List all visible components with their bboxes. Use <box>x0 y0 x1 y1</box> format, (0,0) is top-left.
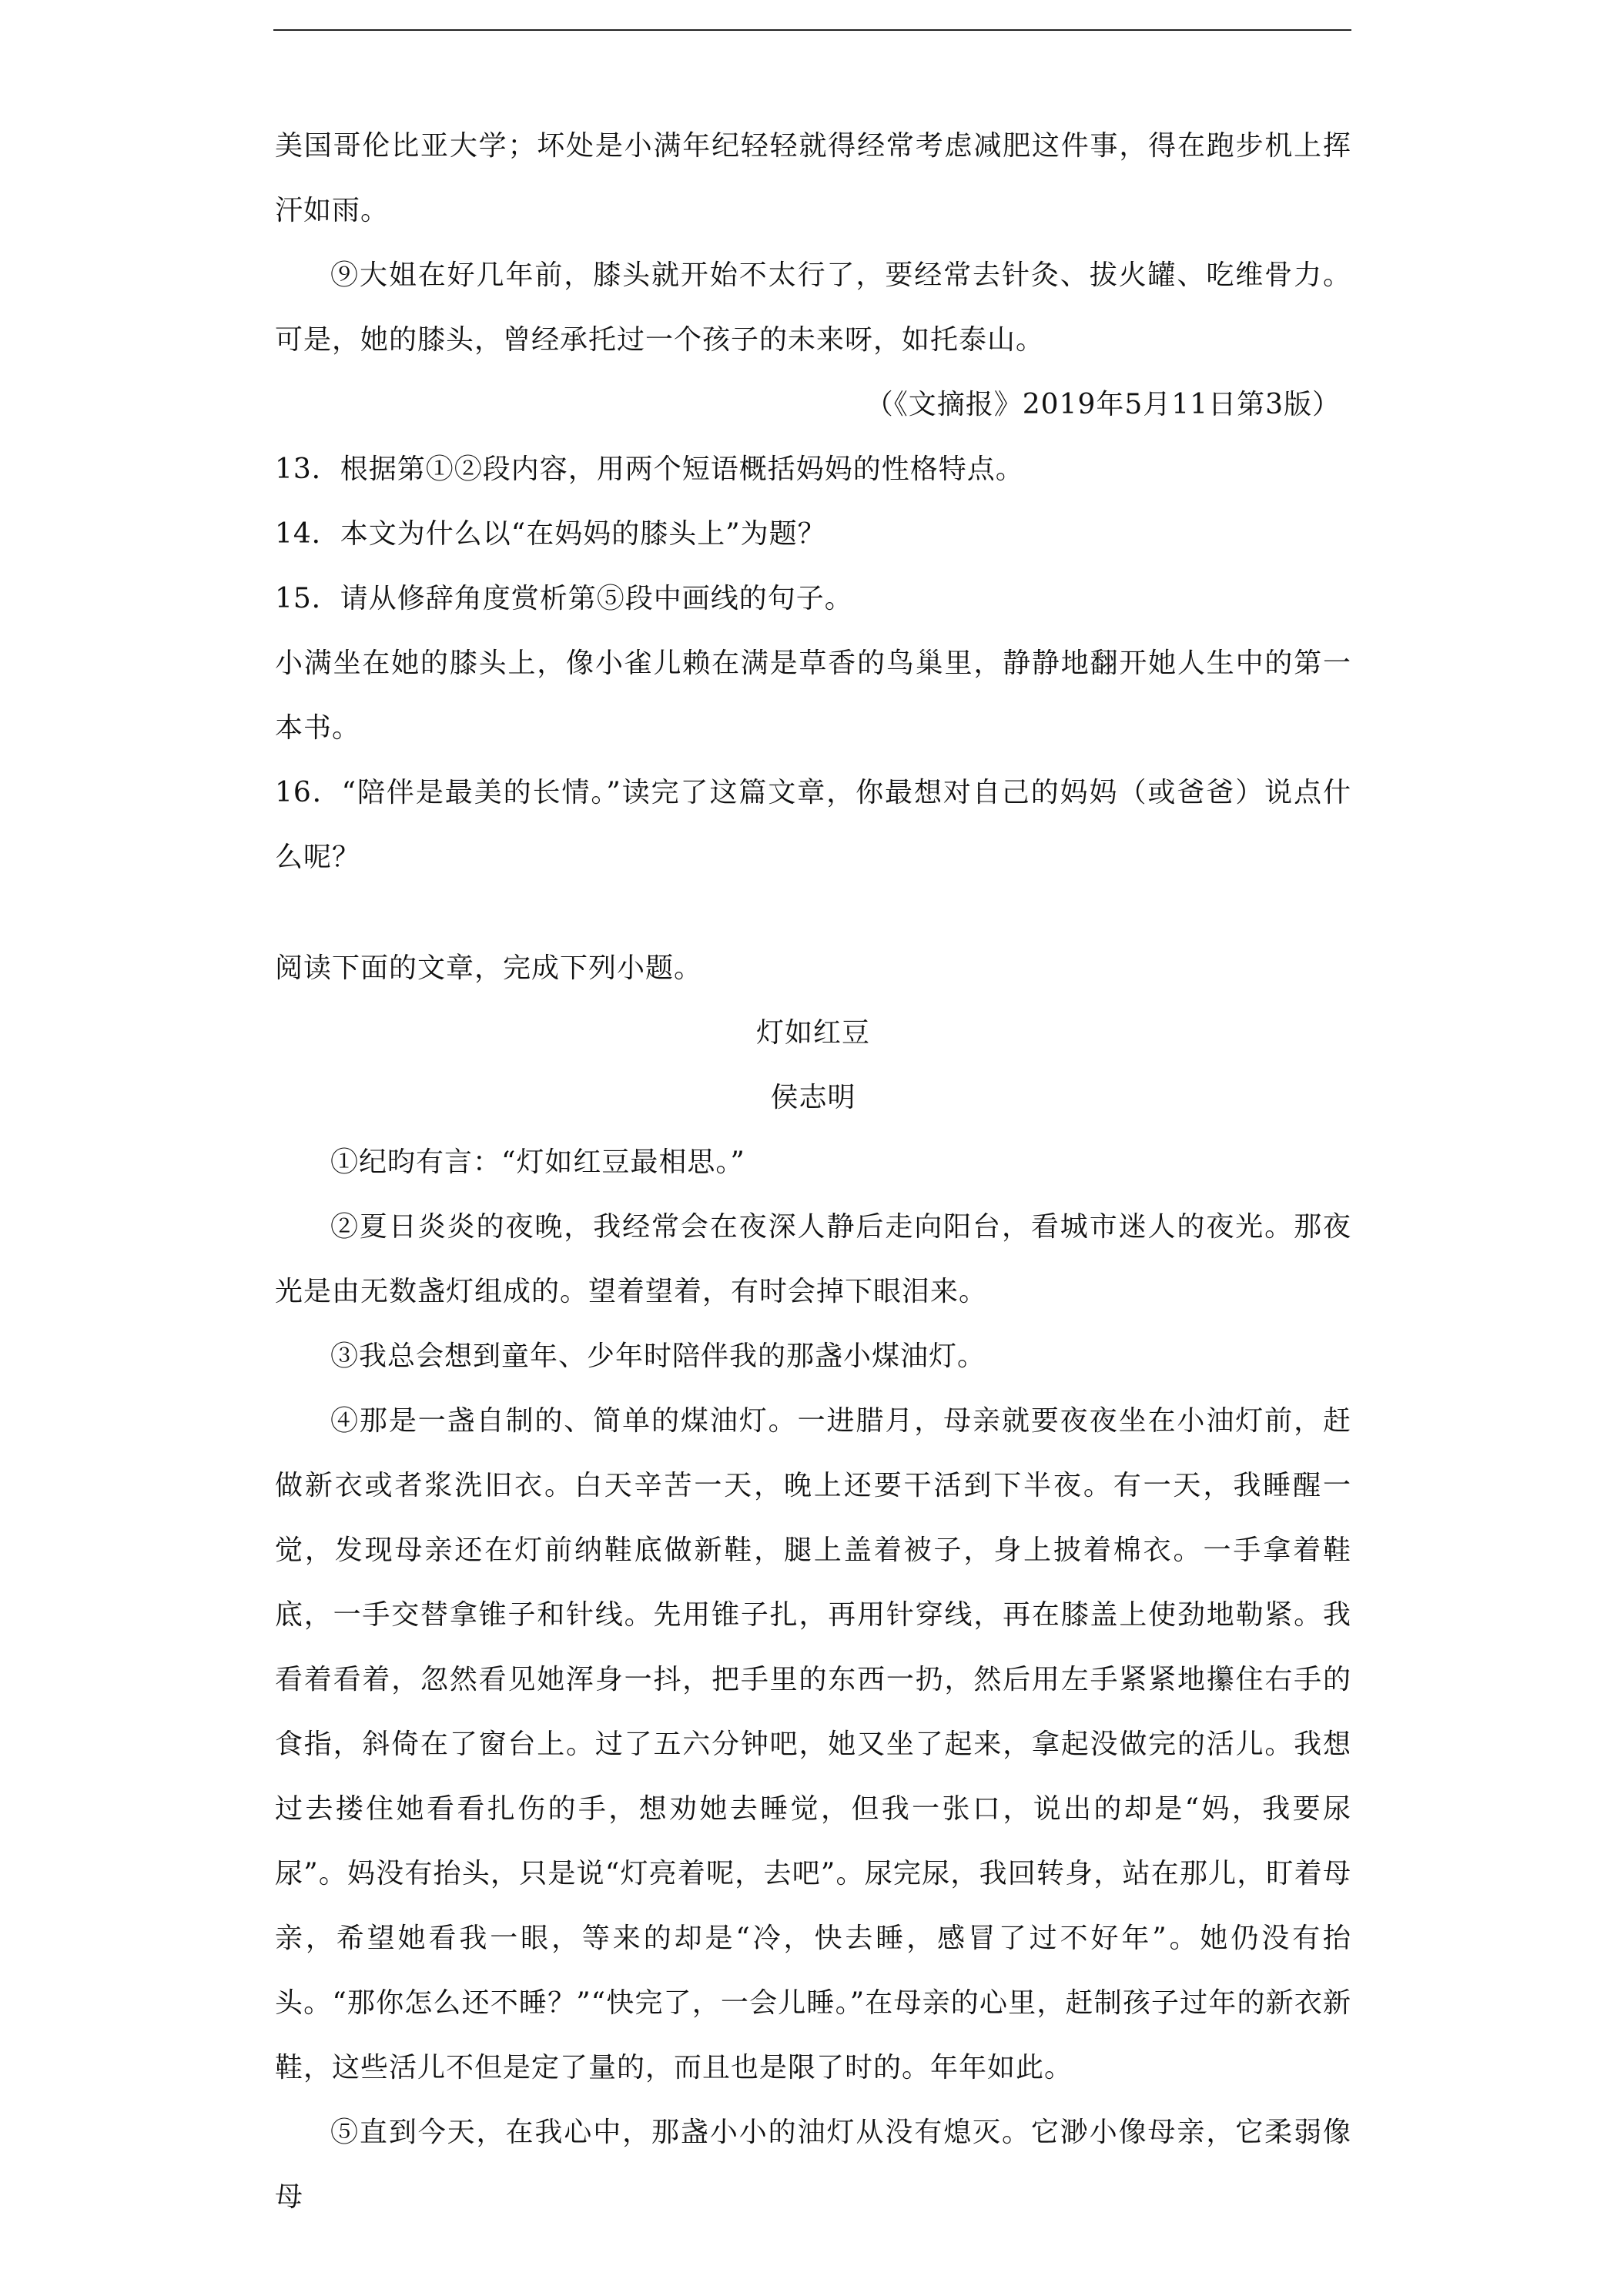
question-15-quote: 小满坐在她的膝头上，像小雀儿赖在满是草香的鸟巢里，静静地翻开她人生中的第一本书。 <box>275 648 1351 744</box>
question-15: 15．请从修辞角度赏析第⑤段中画线的句子。 <box>275 583 853 614</box>
source-citation: （《文摘报》2019年5月11日第3版） <box>865 389 1341 420</box>
paragraph-9: ⑨大姐在好几年前，膝头就开始不太行了，要经常去针灸、拔火罐、吃维骨力。可是，她的膝头，曾经承托过一个孩子的未来呀，如托泰山。 <box>275 259 1351 356</box>
header-rule <box>273 29 1351 31</box>
article-author: 侯志明 <box>770 1082 856 1113</box>
article-paragraph-5: ⑤直到今天，在我心中，那盏小小的油灯从没有熄灭。它渺小像母亲，它柔弱像母 <box>275 2117 1351 2213</box>
article-paragraph-3: ③我总会想到童年、少年时陪伴我的那盏小煤油灯。 <box>330 1340 986 1372</box>
question-14: 14．本文为什么以“在妈妈的膝头上”为题？ <box>275 518 826 550</box>
question-13: 13．根据第①②段内容，用两个短语概括妈妈的性格特点。 <box>275 454 1024 485</box>
paragraph-8-end: 美国哥伦比亚大学；坏处是小满年纪轻轻就得经常考虑减肥这件事，得在跑步机上挥汗如雨。 <box>275 130 1351 226</box>
document-body <box>275 114 1351 2230</box>
article-paragraph-4: ④那是一盏自制的、简单的煤油灯。一进腊月，母亲就要夜夜坐在小油灯前，赶做新衣或者浆洗旧衣。白天辛苦一天，晚上还要干活到下半夜。有一天，我睡醒一觉，发现母亲还在灯前纳鞋底做新鞋，腿上盖着被子，身上披着棉衣。一手拿着鞋底，一手交替拿锥子和针线。先用锥子扎，再用针穿线，再在膝盖上使劲地勒紧。我看着看着，忽然看见她浑身一抖，把手里的东西一扔，然后用左手紧紧地攥住右手的食指，斜倚在了窗台上。过了五六分钟吧，她又坐了起来，拿起没做完的活儿。我想过去搂住她看看扎伤的手，想劝她去睡觉，但我一张口，说出的却是“妈，我要尿尿”。妈没有抬头，只是说“灯亮着呢，去吧”。尿完尿，我回转身，站在那儿，盯着母亲，希望她看我一眼，等来的却是“冷，快去睡，感冒了过不好年”。她仍没有抬头。“那你怎么还不睡？”“快完了，一会儿睡。”在母亲的心里，赶制孩子过年的新衣新鞋，这些活儿不但是定了量的，而且也是限了时的。年年如此。 <box>275 1405 1351 2083</box>
article-title: 灯如红豆 <box>755 1017 870 1049</box>
reading-instruction: 阅读下面的文章，完成下列小题。 <box>275 952 703 984</box>
article-paragraph-2: ②夏日炎炎的夜晚，我经常会在夜深人静后走向阳台，看城市迷人的夜光。那夜光是由无数盏灯组成的。望着望着，有时会掉下眼泪来。 <box>275 1211 1351 1307</box>
question-16: 16．“陪伴是最美的长情。”读完了这篇文章，你最想对自己的妈妈（或爸爸）说点什么呢？ <box>275 777 1351 873</box>
article-paragraph-1: ①纪昀有言：“灯如红豆最相思。” <box>330 1146 745 1178</box>
